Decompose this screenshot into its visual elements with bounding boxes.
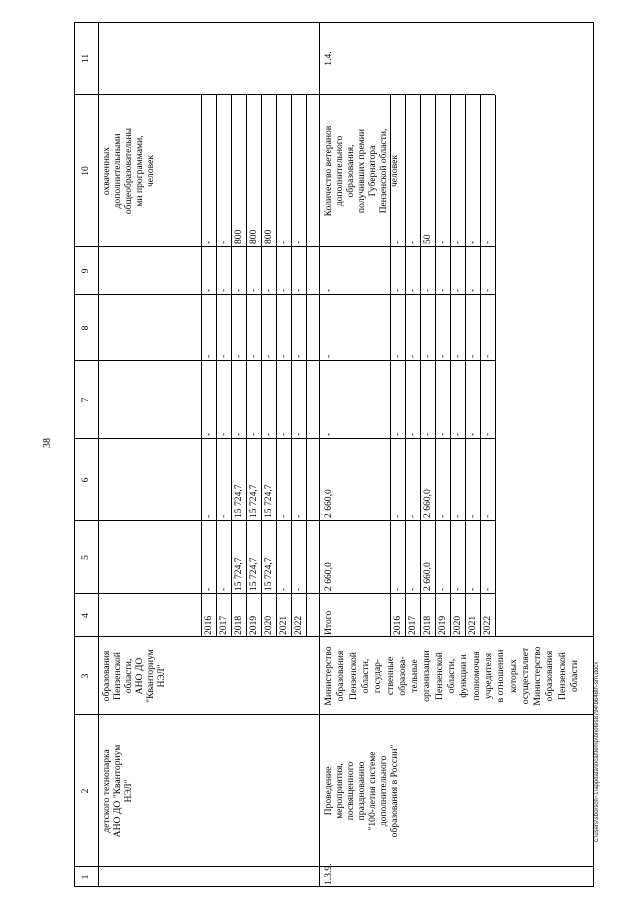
row-a-indicator-line: дополнительными: [112, 133, 123, 209]
row-b-total-col5: 2 660,0: [323, 562, 334, 591]
row-b-value-col7: -: [392, 432, 403, 436]
row-b-executor-line: ственные: [384, 656, 396, 696]
row-a-value-col9: -: [263, 288, 274, 292]
row-a-executor-line: области,: [123, 658, 134, 694]
row-a-value-col10: 800: [248, 229, 259, 244]
row-a-year: 2021: [278, 615, 289, 635]
row-b-value-col8: -: [437, 354, 448, 358]
row-b-executor-line: тельные: [409, 659, 421, 693]
row-b-indicator-line: Количество ветеранов: [323, 125, 334, 217]
row-b-value-col5: 2 660,0: [422, 562, 433, 591]
row-b-indicator-line: человек: [389, 154, 400, 188]
row-b-executor-line: области: [569, 659, 580, 693]
row-a-value-col10: -: [218, 240, 229, 244]
row-b-value-col5: -: [437, 587, 448, 591]
row-b-year: 2020: [452, 615, 463, 635]
row-b-executor-line: полномочия: [470, 651, 482, 701]
year-row-rule: [306, 95, 307, 637]
row-b-value-col6: -: [452, 514, 463, 518]
row-a-value-col9: -: [248, 288, 259, 292]
row-b-value-col10: -: [452, 240, 463, 244]
row-a-executor-line: Пензенской: [112, 652, 123, 700]
row-a-value-col6: -: [293, 514, 304, 518]
row-a-executor-line: АНО ДО: [134, 657, 145, 695]
row-a-value-col7: -: [263, 432, 274, 436]
row-b-value-col5: -: [407, 587, 418, 591]
row-a-year: 2022: [293, 615, 304, 635]
row-b-executor-line: Пензенской: [556, 652, 568, 700]
row-b-value-col7: -: [437, 432, 448, 436]
row-a-value-col7: -: [203, 432, 214, 436]
row-a-value-col5: -: [203, 587, 214, 591]
row-b-year: 2016: [392, 615, 403, 635]
row-b-value-col10: 50: [422, 234, 433, 244]
row-a-value-col6: 15 724,7: [263, 484, 274, 518]
row-a-value-col5: 15 724,7: [248, 557, 259, 591]
row-b-executor-line: образова-: [396, 656, 408, 696]
header-cell-5: 5: [80, 555, 91, 560]
row-b-indicator-line: образования,: [345, 144, 356, 198]
year-row-rule: [420, 95, 421, 637]
row-b-value-col8: -: [422, 354, 433, 358]
row-b-indicator-line: дополнительного: [334, 135, 345, 207]
row-b-executor-line: Министерство: [323, 646, 334, 706]
row-a-value-col9: -: [203, 288, 214, 292]
year-row-rule: [480, 95, 481, 637]
row-a-value-col10: -: [278, 240, 289, 244]
row-b-value-col9: -: [467, 288, 478, 292]
row-b-name-line: "100-летия системе: [367, 751, 378, 831]
row-a-value-col8: -: [218, 354, 229, 358]
row-b-value-col8: -: [452, 354, 463, 358]
row-b-value-col8: -: [407, 354, 418, 358]
row-a-value-col7: -: [278, 432, 289, 436]
row-b-value-col10: -: [437, 240, 448, 244]
year-row-rule: [495, 95, 496, 637]
row-b-name-line: образования в России": [389, 744, 400, 838]
row-b-value-col8: -: [392, 354, 403, 358]
row-b-total-col7: -: [323, 432, 334, 436]
row-a-value-col5: -: [278, 587, 289, 591]
row-b-name-line: празднованию: [356, 761, 367, 821]
row-a-value-col7: -: [293, 432, 304, 436]
row-a-value-col7: -: [218, 432, 229, 436]
row-a-value-col5: 15 724,7: [233, 557, 244, 591]
row-b-value-col8: -: [482, 354, 493, 358]
header-cell-3: 3: [80, 673, 91, 679]
row-b-year: 2017: [407, 615, 418, 635]
header-cell-2: 2: [80, 788, 91, 794]
row-a-indicator-line: человек: [145, 154, 156, 188]
row-b-value-col6: 2 660,0: [422, 489, 433, 518]
row-a-value-col10: 800: [263, 229, 274, 244]
page-number: 38: [42, 438, 53, 448]
row-a-value-col10: -: [203, 240, 214, 244]
header-cell-4: 4: [80, 613, 91, 618]
year-row-rule: [201, 95, 202, 637]
row-b-value-col6: -: [392, 514, 403, 518]
row-a-value-col8: -: [263, 354, 274, 358]
row-b-value-col6: -: [482, 514, 493, 518]
row-a-value-col7: -: [248, 432, 259, 436]
row-b-reference: 1.4.: [323, 51, 334, 66]
row-a-value-col10: -: [293, 240, 304, 244]
row-b-name-line: Проведение: [323, 766, 334, 816]
row-b-executor-line: образования: [544, 650, 556, 702]
row-a-value-col6: -: [203, 514, 214, 518]
row-b-value-col8: -: [467, 354, 478, 358]
row-b-year: 2021: [467, 615, 478, 635]
row-a-year: 2018: [233, 615, 244, 635]
row-a-value-col9: -: [233, 288, 244, 292]
row-a-year: 2016: [203, 615, 214, 635]
row-a-name-line: АНО ДО "Кванториум: [112, 744, 123, 838]
row-b-total-col6: 2 660,0: [323, 489, 334, 518]
year-row-rule: [261, 95, 262, 637]
row-b-value-col10: -: [407, 240, 418, 244]
year-row-rule: [435, 95, 436, 637]
row-b-value-col6: -: [437, 514, 448, 518]
row-a-indicator-line: общеобразовательны: [123, 127, 134, 215]
row-a-year: 2020: [263, 615, 274, 635]
row-b-name-line: дополнительного: [378, 755, 389, 827]
row-a-executor-line: "Кванториум: [145, 649, 156, 703]
row-b-value-col7: -: [422, 432, 433, 436]
row-b-executor-line: Пензенской: [347, 652, 359, 700]
row-b-year: 2019: [437, 615, 448, 635]
row-a-value-col9: -: [218, 288, 229, 292]
row-b-executor-line: функции и: [458, 654, 470, 698]
row-b-value-col9: -: [407, 288, 418, 292]
row-a-value-col9: -: [293, 288, 304, 292]
row-b-executor-line: образования: [335, 650, 347, 702]
row-b-executor-line: учредителя: [482, 652, 494, 700]
year-row-rule: [291, 95, 292, 637]
row-b-value-col10: -: [482, 240, 493, 244]
row-b-value-col5: -: [482, 587, 493, 591]
row-b-value-col9: -: [392, 288, 403, 292]
header-cell-9: 9: [80, 268, 91, 274]
row-separator: [319, 22, 320, 887]
row-b-indicator-line: получивших премии: [356, 128, 367, 214]
row-b-value-col7: -: [407, 432, 418, 436]
row-a-value-col8: -: [203, 354, 214, 358]
row-b-value-col9: -: [452, 288, 463, 292]
row-b-total-label: Итого: [323, 610, 334, 635]
row-a-year: 2019: [248, 615, 259, 635]
row-b-executor-line: области,: [446, 658, 457, 694]
header-cell-8: 8: [80, 325, 91, 331]
footer-file-path: c:\users\sborsch~1\appdata\local\temp\bnotes8794\b6480\-sm.docx: [594, 661, 600, 842]
row-a-value-col8: -: [233, 354, 244, 358]
row-b-value-col5: -: [467, 587, 478, 591]
header-cell-1: 1: [80, 874, 91, 880]
year-row-rule: [450, 95, 451, 637]
row-a-value-col9: -: [278, 288, 289, 292]
row-b-executor-line: государ-: [372, 658, 384, 694]
header-cell-7: 7: [80, 397, 91, 403]
row-b-executor-line: организации: [421, 650, 433, 702]
row-b-value-col5: -: [392, 587, 403, 591]
row-a-value-col6: 15 724,7: [248, 484, 259, 518]
row-a-indicator-line: охваченных: [101, 146, 112, 196]
row-b-indicator-line: Губернатора: [367, 145, 378, 197]
row-a-value-col8: -: [293, 354, 304, 358]
row-a-value-col5: -: [293, 587, 304, 591]
row-b-value-col9: -: [422, 288, 433, 292]
row-b-value-col7: -: [452, 432, 463, 436]
row-b-value-col7: -: [467, 432, 478, 436]
row-b-executor-line: Министерство: [532, 646, 544, 706]
row-b-indicator-line: Пензенской области,: [378, 128, 389, 214]
year-row-rule: [276, 95, 277, 637]
row-a-executor-line: НЭЛ": [156, 664, 167, 688]
row-b-year: 2018: [422, 615, 433, 635]
row-a-value-col6: 15 724,7: [233, 484, 244, 518]
row-b-number: 1.3.9.: [323, 863, 334, 885]
row-b-value-col5: -: [452, 587, 463, 591]
row-a-name-line: детского технопарка: [101, 749, 112, 833]
header-bottom-rule: [98, 22, 99, 887]
program-table: [74, 22, 594, 887]
row-a-year: 2017: [218, 615, 229, 635]
year-row-rule: [231, 95, 232, 637]
row-a-value-col6: -: [218, 514, 229, 518]
row-b-executor-line: осуществляет: [519, 647, 531, 705]
row-b-executor-line: области,: [359, 658, 371, 694]
row-b-value-col9: -: [437, 288, 448, 292]
row-a-value-col5: -: [218, 587, 229, 591]
row-b-value-col9: -: [482, 288, 493, 292]
row-a-executor-line: образования: [101, 650, 112, 702]
row-a-value-col10: 800: [233, 229, 244, 244]
year-row-rule: [246, 95, 247, 637]
year-row-rule: [216, 95, 217, 637]
header-cell-6: 6: [80, 477, 91, 483]
row-b-value-col6: -: [467, 514, 478, 518]
row-a-value-col6: -: [278, 514, 289, 518]
row-b-executor-line: Пензенской: [433, 652, 445, 700]
row-a-value-col8: -: [278, 354, 289, 358]
row-a-name-line: НЭЛ": [123, 779, 134, 803]
row-a-value-col5: 15 724,7: [263, 557, 274, 591]
header-cell-10: 10: [80, 166, 91, 176]
row-a-value-col7: -: [233, 432, 244, 436]
year-row-rule: [405, 95, 406, 637]
row-b-total-col9: -: [323, 288, 334, 292]
row-b-year: 2022: [482, 615, 493, 635]
row-b-name-line: посвященного: [345, 761, 356, 821]
year-row-rule: [465, 95, 466, 637]
row-b-name-line: мероприятия,: [334, 763, 345, 819]
row-b-total-col8: -: [323, 354, 334, 358]
header-cell-11: 11: [80, 53, 91, 64]
row-b-executor-line: в отношении: [495, 649, 507, 703]
row-b-value-col10: -: [467, 240, 478, 244]
row-b-value-col7: -: [482, 432, 493, 436]
row-a-indicator-line: ми программами,: [134, 135, 145, 207]
row-b-executor-line: которых: [507, 659, 519, 693]
row-a-value-col8: -: [248, 354, 259, 358]
row-b-value-col6: -: [407, 514, 418, 518]
row-b-value-col10: -: [392, 240, 403, 244]
